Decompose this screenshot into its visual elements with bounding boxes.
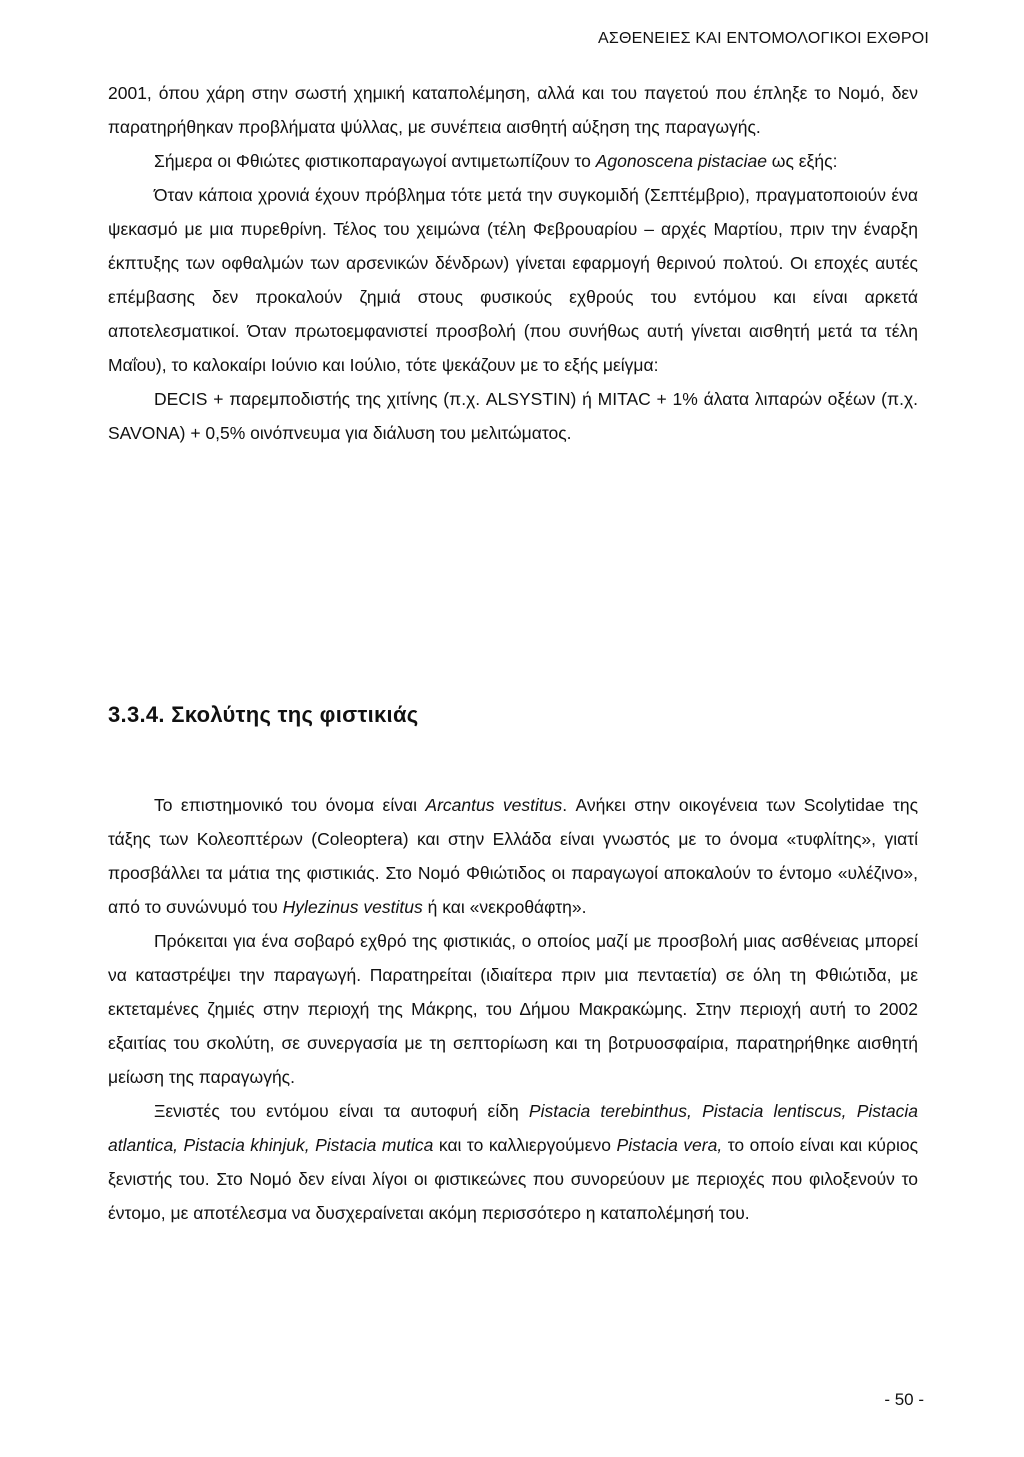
running-header: ΑΣΘΕΝΕΙΕΣ ΚΑΙ ΕΝΤΟΜΟΛΟΓΙΚΟΙ ΕΧΘΡΟΙ (598, 30, 929, 47)
page-number: - 50 - (884, 1390, 924, 1409)
species-name: Arcantus vestitus (425, 795, 563, 815)
paragraph-treatment: Όταν κάποια χρονιά έχουν πρόβλημα τότε μετά την συγκομιδή (Σεπτέμβριο), πραγματοποιούν ένα ψεκασμό με μια πυρεθρίνη. Τέλος του χειμώνα (τέλη Φεβρουαρίου – αρχές Μαρτίου, πριν την έναρξη έκπτυξης των οφθαλμών των αρσενικών δένδρων) γίνεται εφαρμογή θερινού πολτού. Οι εποχές αυτές επέμβασης δεν προκαλούν ζημιά στους φυσικούς εχθρούς του εντόμου και είναι αρκετά αποτελεσματικοί. Όταν πρωτοεμφανιστεί προσβολή (που συνήθως αυτή γίνεται αισθητή μετά τα τέλη Μαΐου), το καλοκαίρι Ιούνιο και Ιούλιο, τότε ψεκάζουν με το εξής μείγμα: (108, 185, 918, 375)
text-block-top (108, 76, 918, 450)
paragraph-continuation: 2001, όπου χάρη στην σωστή χημική καταπολέμηση, αλλά και του παγετού που έπληξε το Νομό, δεν παρατηρήθηκαν προβλήματα ψύλλας, με συνέπεια αισθητή αύξηση της παραγωγής. (108, 83, 918, 137)
text-span: ως εξής: (766, 151, 838, 171)
paragraph-mixture: DECIS + παρεμποδιστής της χιτίνης (π.χ. ALSYSTIN) ή MITAC + 1% άλατα λιπαρών οξέων (π.χ. SAVONA) + 0,5% οινόπνευμα για διάλυση του μελιτώματος. (108, 389, 918, 443)
paragraph-agonoscena (108, 144, 918, 178)
paragraph-damage: Πρόκειται για ένα σοβαρό εχθρό της φιστικιάς, ο οποίος μαζί με προσβολή μιας ασθένειας μπορεί να καταστρέψει την παραγωγή. Παρατηρείται (ιδιαίτερα πριν μια πενταετία) σε όλη τη Φθιώτιδα, με εκτεταμένες ζημιές στην περιοχή της Μάκρης, του Δήμου Μακρακώμης. Στην περιοχή αυτή το 2002 εξαιτίας του σκολύτη, σε συνεργασία με τη σεπτορίωση και τη βοτρυοσφαίρια, παρατηρήθηκε αισθητή μείωση της παραγωγής. (108, 931, 918, 1087)
text-span: και το καλλιεργούμενο (433, 1135, 617, 1155)
paragraph-hosts (108, 1094, 918, 1230)
species-name: Agonoscena pistaciae (595, 151, 767, 171)
species-name: Pistacia terebinthus, Pistacia lentiscus, Pistacia atlantica, Pistacia khinjuk, Pistacia mutica (108, 1101, 918, 1155)
text-block-bottom (108, 788, 918, 1230)
species-name: Hylezinus vestitus (282, 897, 423, 917)
text-span: Σήμερα οι Φθιώτες φιστικοπαραγωγοί αντιμετωπίζουν το (154, 151, 596, 171)
text-span: Το επιστημονικό του όνομα είναι (154, 795, 426, 815)
text-span: . Ανήκει στην οικογένεια των Scolytidae της τάξης των Κολεοπτέρων (Coleoptera) και στην Ελλάδα είναι γνωστός με το όνομα «τυφλίτης», γιατί προσβάλλει τα μάτια της φιστικιάς. Στο Νομό Φθιώτιδος οι παραγωγοί αποκαλούν το έντομο «υλέζινο», από το συνώνυμό του (108, 795, 919, 917)
section-heading: 3.3.4. Σκολύτης της φιστικιάς (108, 702, 419, 727)
text-span: Ξενιστές του εντόμου είναι τα αυτοφυή είδη (154, 1101, 529, 1121)
paragraph-scientific-name (108, 788, 918, 924)
species-name: Pistacia vera, (616, 1135, 723, 1155)
text-span: ή και «νεκροθάφτη». (422, 897, 587, 917)
text-span: το οποίο είναι και κύριος ξενιστής του. Στο Νομό δεν είναι λίγοι οι φιστικεώνες που συνορεύουν με περιοχές που φιλοξενούν το έντομο, με αποτέλεσμα να δυσχεραίνεται ακόμη περισσότερο η καταπολέμησή του. (108, 1135, 919, 1223)
